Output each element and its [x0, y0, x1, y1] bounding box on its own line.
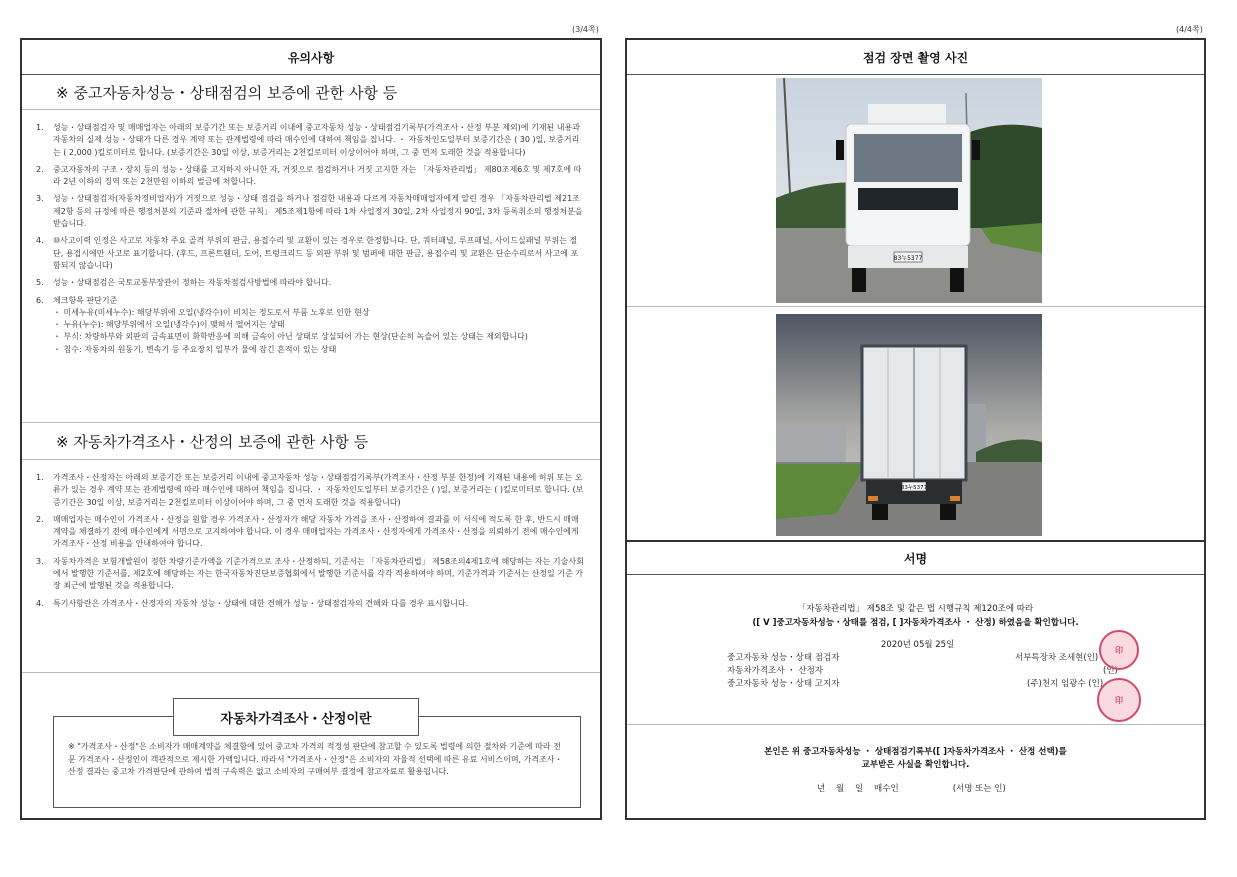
criteria-item: ・ 침수: 자동차의 원동기, 변속기 등 주요장치 일부가 물에 잠긴 흔적이 있는 상태 [53, 344, 337, 354]
item-text: 중고자동차의 구조・장치 등의 성능・상태를 고지하지 아니한 자, 거짓으로 점검하거나 거짓 고지한 자는 「자동차관리법」 제80조제6호 및 제7호에 따라 2년 이하의 징역 또는 2천만원 이하의 벌금에 처합니다. [53, 164, 582, 187]
criteria-item: ・ 누유(누수): 해당부위에서 오일(냉각수)이 맺혀서 떨어지는 상태 [53, 320, 285, 330]
rear-plate: 83누5377 [900, 485, 928, 491]
divider [22, 672, 600, 673]
item-number: 6. [36, 295, 44, 305]
photo-title: 점검 장면 촬영 사진 [627, 40, 1204, 75]
item-number: 3. [36, 194, 44, 204]
list-item [36, 122, 584, 159]
item-text: 특기사항란은 가격조사・산정자의 자동차 성능・상태에 대한 견해가 성능・상태점검자의 견해와 다를 경우 표시합니다. [53, 598, 469, 608]
item-number: 1. [36, 473, 44, 482]
buyer-confirmation [627, 746, 1204, 772]
item-number: 2. [36, 164, 44, 174]
signer-row [727, 678, 1127, 691]
section-heading-inspection: ※ 중고자동차성능・상태점검의 보증에 관한 사항 등 [56, 83, 398, 102]
divider [627, 724, 1204, 725]
list-item [36, 472, 584, 509]
item-text: 가격조사・산정자는 아래의 보증기간 또는 보증거리 이내에 중고자동차 성능・상태점검기록부(가격조사・산정 부분 한정)에 기재된 내용에 허위 또는 오류가 있는 경우 계약 또는 관계법령에 따라 매수인에 대하여 책임을 집니다. ・ 자동차인도일부터 보증기간은 ( )일, 보증거리는 ( )킬로미터로 합니다. (보증기간은 30일 이상, 보증거리는 2천킬로미터 이상이어야 하며, 그 중 먼저 도래한 것을 적용합니다) [53, 473, 584, 507]
signature-date: 2020년 05월 25일 [881, 640, 955, 650]
item-text: 체크항목 판단기준 [53, 295, 118, 305]
front-inspection-photo [776, 78, 1042, 303]
item-text: 매매업자는 매수인이 가격조사・산정을 원할 경우 가격조사・산정자가 해당 자동차 가격을 조사・산정하여 결과를 이 서식에 적도록 한 후, 반드시 매매계약을 체결하기 전에 매수인에게 서면으로 고지하여야 합니다. 이 경우 매매업자는 가격조사・산정자에게 가격조사・산정을 의뢰하기 전에 매수인에게 가격조사・산정 비용을 안내하여야 합니다. [53, 514, 579, 549]
item-text: 성능・상태점검은 국토교통부장관이 정하는 자동차점검사방법에 따라야 합니다. [53, 278, 332, 288]
photo-panel [625, 38, 1206, 820]
section-heading-price: ※ 자동차가격조사・산정의 보증에 관한 사항 등 [56, 432, 369, 451]
list-item [36, 514, 584, 551]
page-number-right: (4/4쪽) [1176, 25, 1203, 34]
signer-role: 중고자동차 성능・상태 점검자 [727, 653, 840, 663]
inspector-seal: 印 [1099, 630, 1139, 670]
dealer-seal: 印 [1097, 678, 1141, 722]
list-item [36, 598, 584, 610]
item-number: 3. [36, 556, 44, 566]
signature-statement [627, 602, 1204, 630]
confirmation-line: 본인은 위 중고자동차성능 ・ 상태점검기록부([ ]자동차가격조사 ・ 산정 선택)를 [764, 747, 1067, 757]
signer-role: 자동차가격조사 ・ 산정자 [727, 666, 824, 676]
list-item [36, 235, 584, 272]
criteria-item: ・ 미세누유(미세누수): 해당부위에 오일(냉각수)이 비치는 정도로서 부품 노후로 인한 현상 [53, 307, 370, 317]
signature-title: 서명 [627, 542, 1204, 575]
item-number: 5. [36, 278, 44, 288]
item-number: 4. [36, 236, 44, 246]
front-plate: 83누5377 [893, 255, 923, 262]
rear-inspection-photo [776, 314, 1042, 536]
statement-line: ([ V ]중고자동차성능・상태를 점검, [ ]자동차가격조사 ・ 산정) 하였음을 확인합니다. [752, 618, 1079, 628]
price-guarantee-list [22, 460, 600, 672]
notice-panel [20, 38, 602, 820]
confirmation-line: 교부받은 사실을 확인합니다. [861, 760, 970, 770]
list-item [36, 295, 584, 356]
page-number-left: (3/4쪽) [572, 25, 599, 34]
item-number: 4. [36, 598, 44, 608]
signer-name: (주)천지 임광수 (인) [1027, 679, 1104, 689]
item-text: 자동차가격은 보험개발원이 정한 차량기준가액을 기준가격으로 조사・산정하되, 기준서는 「자동차관리법」 제58조의4제1호에 해당하는 자는 기술사회에서 발행한 기준서를, 제2호에 해당하는 자는 한국자동차진단보증협회에서 발행한 기준서를 각각 적용하여야 하며, 기준가격과 기준서는 산정일 기준 가장 최근에 발행된 것을 적용합니다. [53, 556, 584, 591]
item-number: 1. [36, 123, 44, 132]
signer-name: (인) [1103, 666, 1118, 676]
buyer-signature-line: 년 월 일 매수인 (서명 또는 인) [817, 784, 1006, 794]
signer-row [727, 652, 1127, 665]
statement-line: 「자동차관리법」 제58조 및 같은 법 시행규칙 제120조에 따라 [797, 604, 1034, 614]
signer-name: 서부특장차 조세현(인) [1015, 653, 1099, 663]
item-number: 2. [36, 514, 44, 524]
list-item [36, 556, 584, 593]
price-definition-title: 자동차가격조사・산정이란 [173, 698, 419, 736]
list-item [36, 193, 584, 230]
item-text: 성능・상태점검자 및 매매업자는 아래의 보증기간 또는 보증거리 이내에 중고자동차 성능・상태점검기록부(가격조사・산정 부분 제외)에 기재된 내용과 자동차의 실제 성능・상태가 다른 경우 계약 또는 관계법령에 따라 매수인에 대하여 책임을 집니다. ・ 자동차인도일부터 보증기간은 ( 30 )일, 보증거리는 ( 2,000 )킬로미터로 합니다. (보증기간은 30일 이상, 보증거리는 2천킬로미터 이상이어야 하며, 그 중 먼저 도래한 것을 적용합니다) [53, 123, 580, 157]
price-definition-text: ※ "가격조사・산정"은 소비자가 매매계약을 체결함에 있어 중고차 가격의 적정성 판단에 참고할 수 있도록 법령에 의한 절차와 기준에 따라 전문 가격조사・산정인이 객관적으로 제시한 가액입니다. 따라서 "가격조사・산정"은 소비자의 자율적 선택에 따른 유료 서비스이며, 가격조사・산정 결과는 중고차 가격판단에 관하여 법적 구속력은 없고 소비자의 구매여부 결정에 참고자료로 활용됩니다. [68, 742, 563, 776]
signer-rows [727, 652, 1127, 691]
item-text: 성능・상태점검자(자동차정비업자)가 거짓으로 성능・상태 점검을 하거나 점검한 내용과 다르게 자동차매매업자에게 알린 경우 「자동차관리법 제21조제2항 등의 규정에 따른 행정처분의 기준과 절차에 관한 규칙」 제5조제1항에 따라 1차 사업정지 30일, 2차 사업정지 90일, 3차 등록취소의 행정처분을 받습니다. [53, 194, 583, 229]
list-item [36, 277, 584, 289]
signer-row [727, 665, 1127, 678]
inspection-guarantee-list [22, 110, 600, 422]
panel-title: 유의사항 [22, 40, 600, 75]
criteria-item: ・ 부식: 차량하부와 외판의 금속표면이 화학반응에 의해 금속이 아닌 상태로 상실되어 가는 현상(단순히 녹슬어 있는 상태는 제외합니다) [53, 332, 528, 342]
item-text: ⑩사고이력 인정은 사고로 자동차 주요 골격 부위의 판금, 용접수리 및 교환이 있는 경우로 한정합니다. 단, 쿼터패널, 루프패널, 사이드실패널 부위는 절단, 용접시에만 사고로 표기합니다. (후드, 프론트휀더, 도어, 트렁크리드 등 외판 부위 및 범퍼에 대한 판금, 용접수리 및 교환은 단순수리로서 사고에 포함되지 않습니다) [53, 236, 579, 270]
list-item [36, 164, 584, 189]
signer-role: 중고자동차 성능・상태 고지자 [727, 679, 840, 689]
divider [627, 306, 1204, 307]
